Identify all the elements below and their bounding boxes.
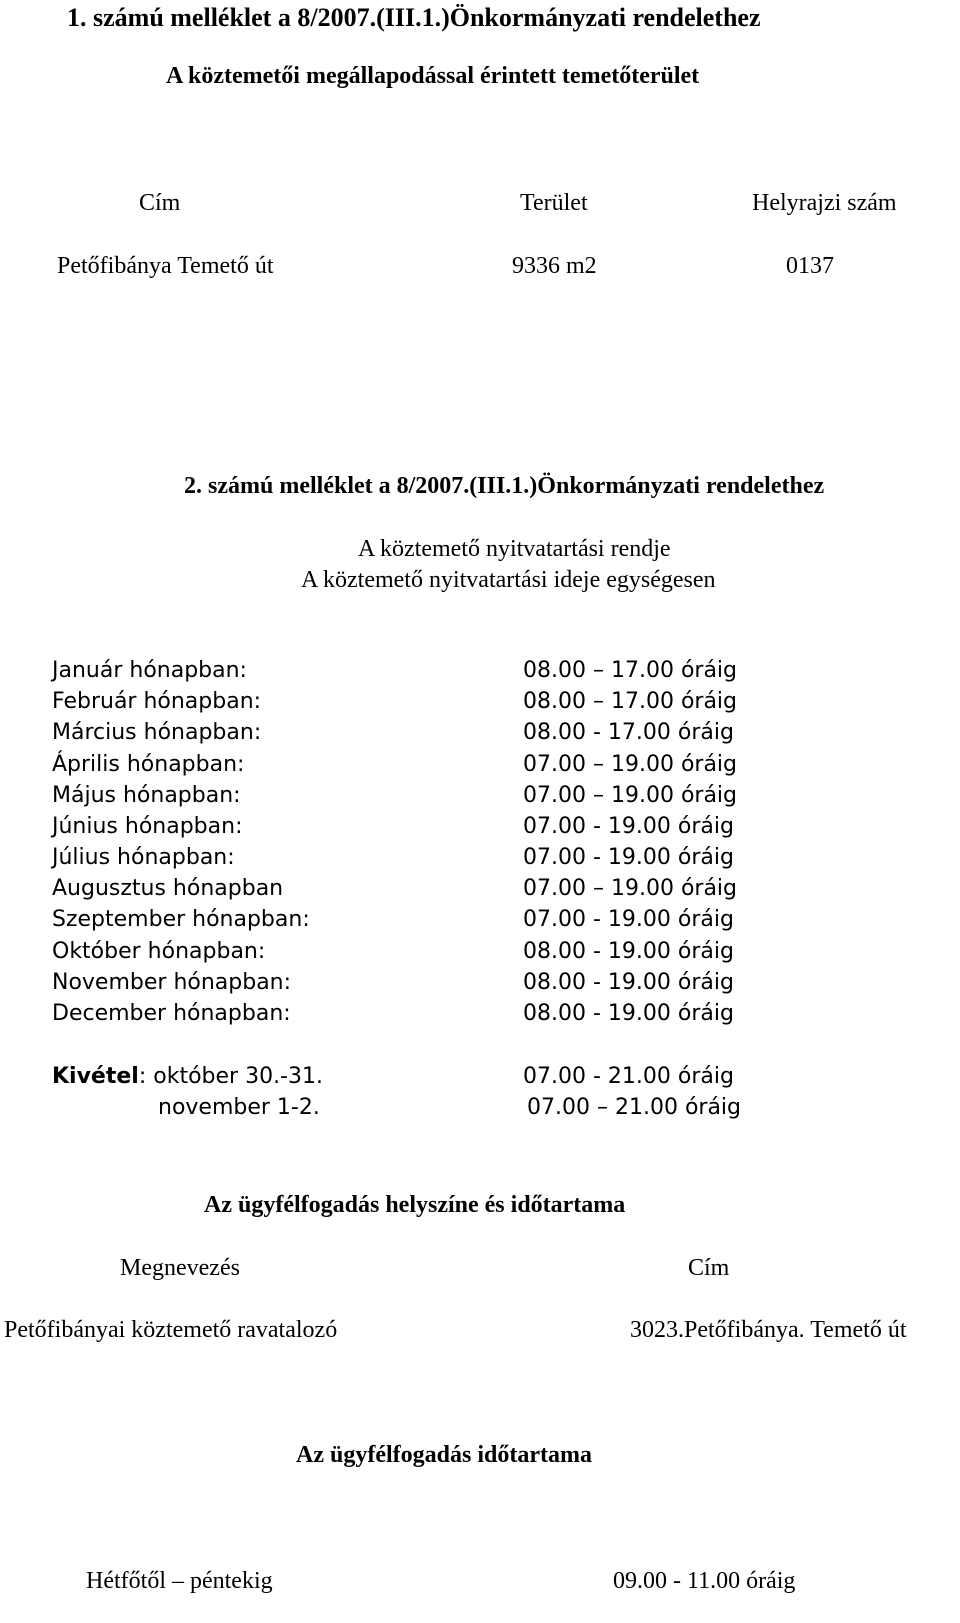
month-hours: 07.00 – 19.00 óráig [523, 752, 738, 777]
annex2-title: A köztemető nyitvatartási rendje [358, 536, 671, 562]
month-hours: 08.00 - 19.00 óráig [523, 1001, 734, 1026]
month-label: December hónapban: [52, 1001, 291, 1026]
month-hours: 08.00 - 17.00 óráig [523, 720, 734, 745]
annex1-row-lot: 0137 [786, 253, 834, 279]
month-label: Július hónapban: [52, 845, 235, 870]
month-hours: 07.00 – 19.00 óráig [523, 783, 738, 808]
month-hours: 07.00 – 19.00 óráig [523, 876, 738, 901]
month-row [0, 718, 960, 750]
month-hours: 08.00 – 17.00 óráig [523, 658, 738, 683]
month-row [0, 656, 960, 688]
exception-hours-2: 07.00 – 21.00 óráig [527, 1095, 742, 1120]
month-row [0, 999, 960, 1031]
month-hours: 08.00 – 17.00 óráig [523, 689, 738, 714]
month-row [0, 687, 960, 719]
month-row [0, 874, 960, 906]
exception-label-dates: : október 30.-31. [138, 1064, 323, 1089]
month-row [0, 905, 960, 937]
annex1-row-address: Petőfibánya Temető út [57, 253, 274, 279]
annex2-subtitle: A köztemető nyitvatartási ideje egységesen [301, 567, 716, 593]
month-row [0, 750, 960, 782]
reception-header-address: Cím [688, 1255, 730, 1281]
month-hours: 07.00 - 19.00 óráig [523, 907, 734, 932]
reception-heading: Az ügyfélfogadás helyszíne és időtartama [204, 1192, 626, 1218]
month-row [0, 781, 960, 813]
month-label: Június hónapban: [52, 814, 243, 839]
exception-hours: 07.00 - 21.00 óráig [523, 1064, 734, 1089]
month-hours: 08.00 - 19.00 óráig [523, 970, 734, 995]
annex2-heading: 2. számú melléklet a 8/2007.(III.1.)Önkormányzati rendelethez [184, 473, 825, 499]
month-label: Október hónapban: [52, 939, 266, 964]
month-label: Február hónapban: [52, 689, 262, 714]
month-label: Április hónapban: [52, 752, 245, 777]
month-label: November hónapban: [52, 970, 292, 995]
month-label: Szeptember hónapban: [52, 907, 310, 932]
month-hours: 07.00 - 19.00 óráig [523, 814, 734, 839]
exception-label [52, 1062, 323, 1092]
annex1-subtitle: A köztemetői megállapodással érintett temetőterület [166, 63, 700, 89]
month-label: Május hónapban: [52, 783, 241, 808]
annex1-header-lot: Helyrajzi szám [752, 190, 897, 216]
month-row [0, 843, 960, 875]
exception-row [0, 1062, 960, 1094]
month-label: Március hónapban: [52, 720, 262, 745]
month-row [0, 968, 960, 1000]
reception-row-name: Petőfibányai köztemető ravatalozó [4, 1317, 338, 1343]
exception-label-bold: Kivétel [52, 1064, 139, 1089]
month-row [0, 812, 960, 844]
month-hours: 08.00 - 19.00 óráig [523, 939, 734, 964]
reception-header-name: Megnevezés [120, 1255, 240, 1281]
reception-row-address: 3023.Petőfibánya. Temető út [630, 1317, 907, 1343]
annex1-header-area: Terület [520, 190, 588, 216]
month-row [0, 937, 960, 969]
annex1-heading: 1. számú melléklet a 8/2007.(III.1.)Önkormányzati rendelethez [67, 3, 761, 32]
exception-row-2 [0, 1093, 960, 1125]
duration-hours: 09.00 - 11.00 óráig [613, 1568, 796, 1594]
duration-heading: Az ügyfélfogadás időtartama [296, 1442, 592, 1468]
exception-label-2: november 1-2. [158, 1095, 320, 1120]
annex1-row-area: 9336 m2 [512, 253, 597, 279]
month-hours: 07.00 - 19.00 óráig [523, 845, 734, 870]
duration-days: Hétfőtől – péntekig [86, 1568, 273, 1594]
month-label: Augusztus hónapban [52, 876, 284, 901]
annex1-header-address: Cím [139, 190, 181, 216]
month-label: Január hónapban: [52, 658, 247, 683]
